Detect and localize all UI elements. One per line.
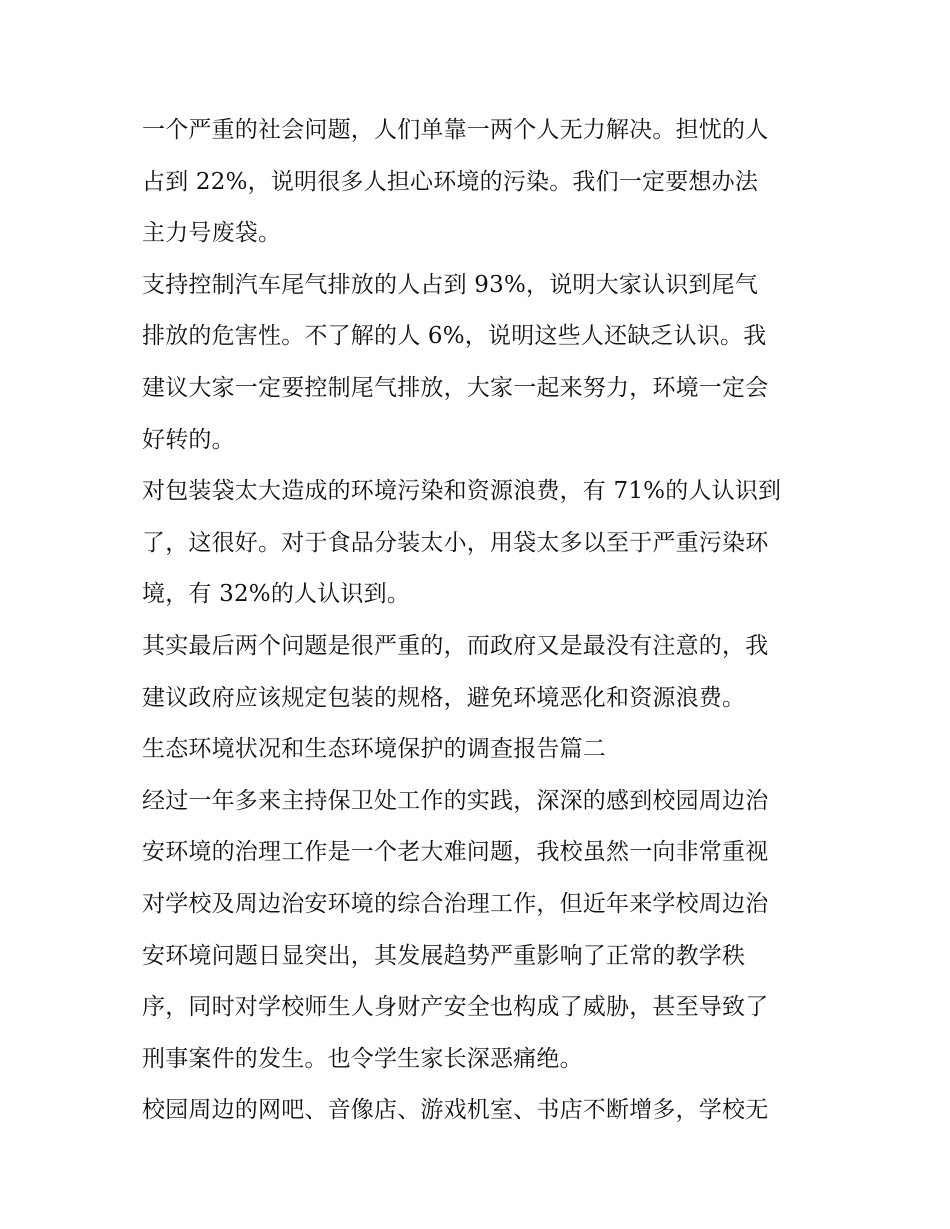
text-line: 安环境问题日显突出，其发展趋势严重影响了正常的教学秩 — [142, 942, 746, 969]
text-line: 对学校及周边治安环境的综合治理工作，但近年来学校周边治 — [142, 890, 769, 917]
text-line: 建议政府应该规定包装的规格，避免环境恶化和资源浪费。 — [142, 684, 746, 711]
text-line: 好转的。 — [142, 426, 235, 453]
text-line: 序，同时对学校师生人身财产安全也构成了威胁，甚至导致了 — [142, 994, 769, 1021]
text-line: 建议大家一定要控制尾气排放，大家一起来努力，环境一定会 — [142, 374, 769, 401]
text-line: 经过一年多来主持保卫处工作的实践，深深的感到校园周边治 — [142, 787, 769, 814]
text-line: 刑事案件的发生。也令学生家长深恶痛绝。 — [142, 1045, 583, 1072]
text-line: 支持控制汽车尾气排放的人占到 93%，说明大家认识到尾气 — [142, 271, 759, 298]
text-line: 其实最后两个问题是很严重的，而政府又是最没有注意的，我 — [142, 632, 769, 659]
text-line: 占到 22%，说明很多人担心环境的污染。我们一定要想办法 — [142, 168, 759, 195]
text-line: 校园周边的网吧、音像店、游戏机室、书店不断增多，学校无 — [142, 1097, 769, 1124]
document-body — [142, 108, 818, 1140]
text-line: 了，这很好。对于食品分装太小，用袋太多以至于严重污染环 — [142, 529, 769, 556]
section-heading: 生态环境状况和生态环境保护的调查报告篇二 — [142, 736, 606, 763]
text-line: 排放的危害性。不了解的人 6%，说明这些人还缺乏认识。我 — [142, 323, 767, 350]
text-line: 主力号废袋。 — [142, 220, 282, 247]
text-line: 安环境的治理工作是一个老大难问题，我校虽然一向非常重视 — [142, 839, 769, 866]
text-line: 境，有 32%的人认识到。 — [142, 581, 411, 608]
text-line: 对包装袋太大造成的环境污染和资源浪费，有 71%的人认识到 — [142, 478, 782, 505]
text-line: 一个严重的社会问题，人们单靠一两个人无力解决。担忧的人 — [142, 117, 769, 143]
